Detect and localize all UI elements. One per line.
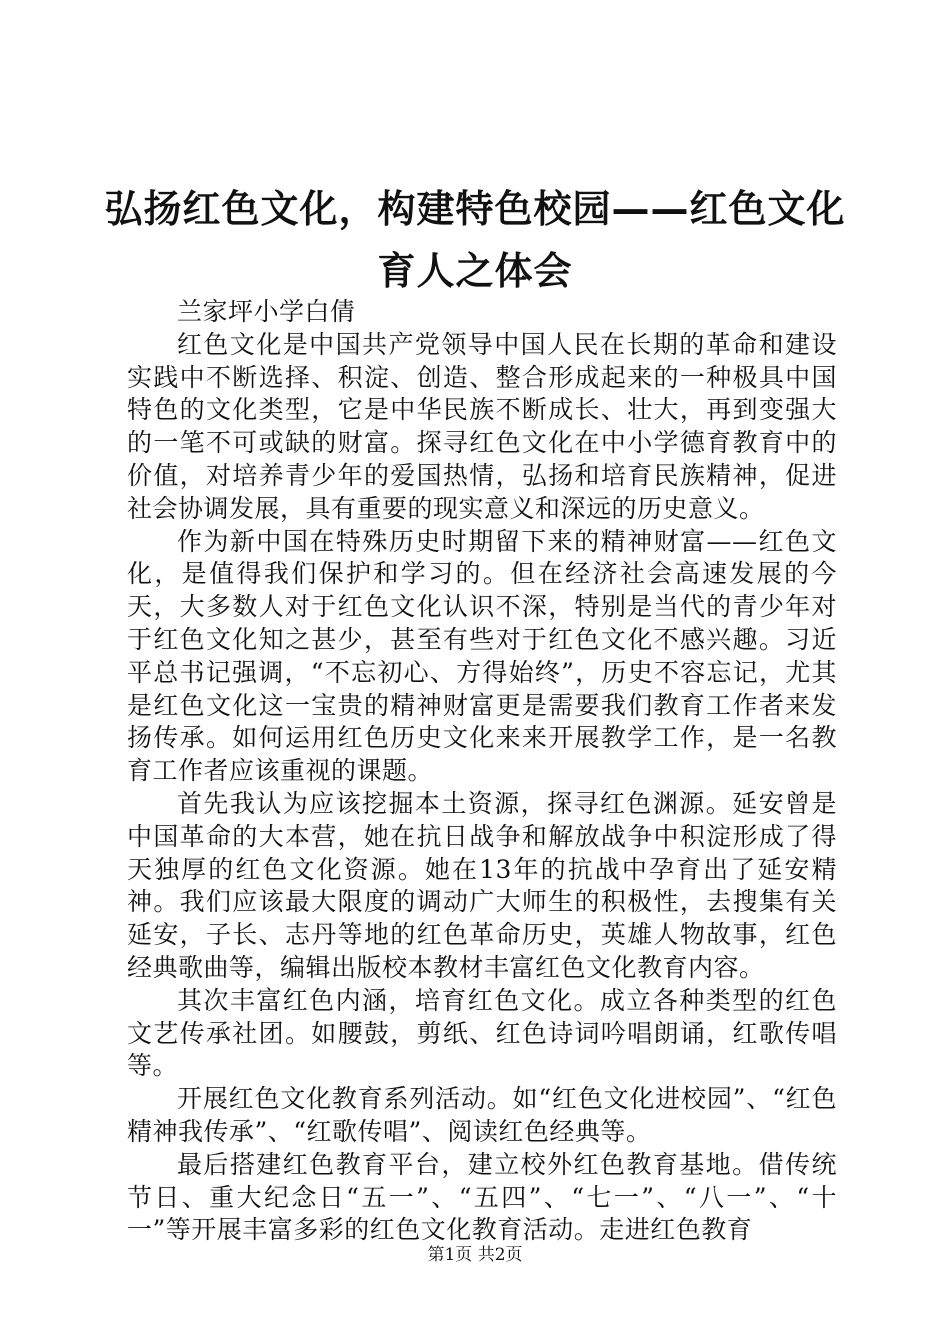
page-total: 共2页 <box>477 1245 523 1265</box>
author-line: 兰家坪小学白倩 <box>177 297 356 326</box>
page-footer <box>0 1244 950 1266</box>
paragraph-1: 红色文化是中国共产党领导中国人民在长期的革命和建设实践中不断选择、积淀、创造、整合形成起来的一种极具中国特色的文化类型，它是中华民族不断成长、壮大，再到变强大的一笔不可或缺的财富。探寻红色文化在中小学德育教育中的价值，对培养青少年的爱国热情，弘扬和培育民族精神，促进社会协调发展，具有重要的现实意义和深远的历史意义。 <box>127 329 837 523</box>
paragraph-6: 最后搭建红色教育平台，建立校外红色教育基地。借传统节日、重大纪念日“五一”、“五四”、“七一”、“八一”、“十一”等开展丰富多彩的红色文化教育活动。走进红色教育 <box>127 1149 837 1245</box>
paragraph-2: 作为新中国在特殊历史时期留下来的精神财富——红色文化，是值得我们保护和学习的。但在经济社会高速发展的今天，大多数人对于红色文化认识不深，特别是当代的青少年对于红色文化知之甚少，甚至有些对于红色文化不感兴趣。习近平总书记强调，“不忘初心、方得始终”，历史不容忘记，尤其是红色文化这一宝贵的精神财富更是需要我们教育工作者来发扬传承。如何运用红色历史文化来来开展教学工作，是一名教育工作者应该重视的课题。 <box>127 526 837 786</box>
document-title: 弘扬红色文化，构建特色校园——红色文化育人之体会 <box>104 187 846 293</box>
paragraph-4: 其次丰富红色内涵，培育红色文化。成立各种类型的红色文艺传承社团。如腰鼓，剪纸、红色诗词吟唱朗诵，红歌传唱等。 <box>127 985 837 1081</box>
document-body <box>127 296 837 1247</box>
page-number: 第1页 <box>427 1245 473 1265</box>
paragraph-5: 开展红色文化教育系列活动。如“红色文化进校园”、“红色精神我传承”、“红歌传唱”、阅读红色经典等。 <box>127 1084 837 1146</box>
paragraph-3: 首先我认为应该挖掘本土资源，探寻红色渊源。延安曾是中国革命的大本营，她在抗日战争和解放战争中积淀形成了得天独厚的红色文化资源。她在13年的抗战中孕育出了延安精神。我们应该最大限度的调动广大师生的积极性，去搜集有关延安，子长、志丹等地的红色革命历史，英雄人物故事，红色经典歌曲等，编辑出版校本教材丰富红色文化教育内容。 <box>127 788 837 982</box>
